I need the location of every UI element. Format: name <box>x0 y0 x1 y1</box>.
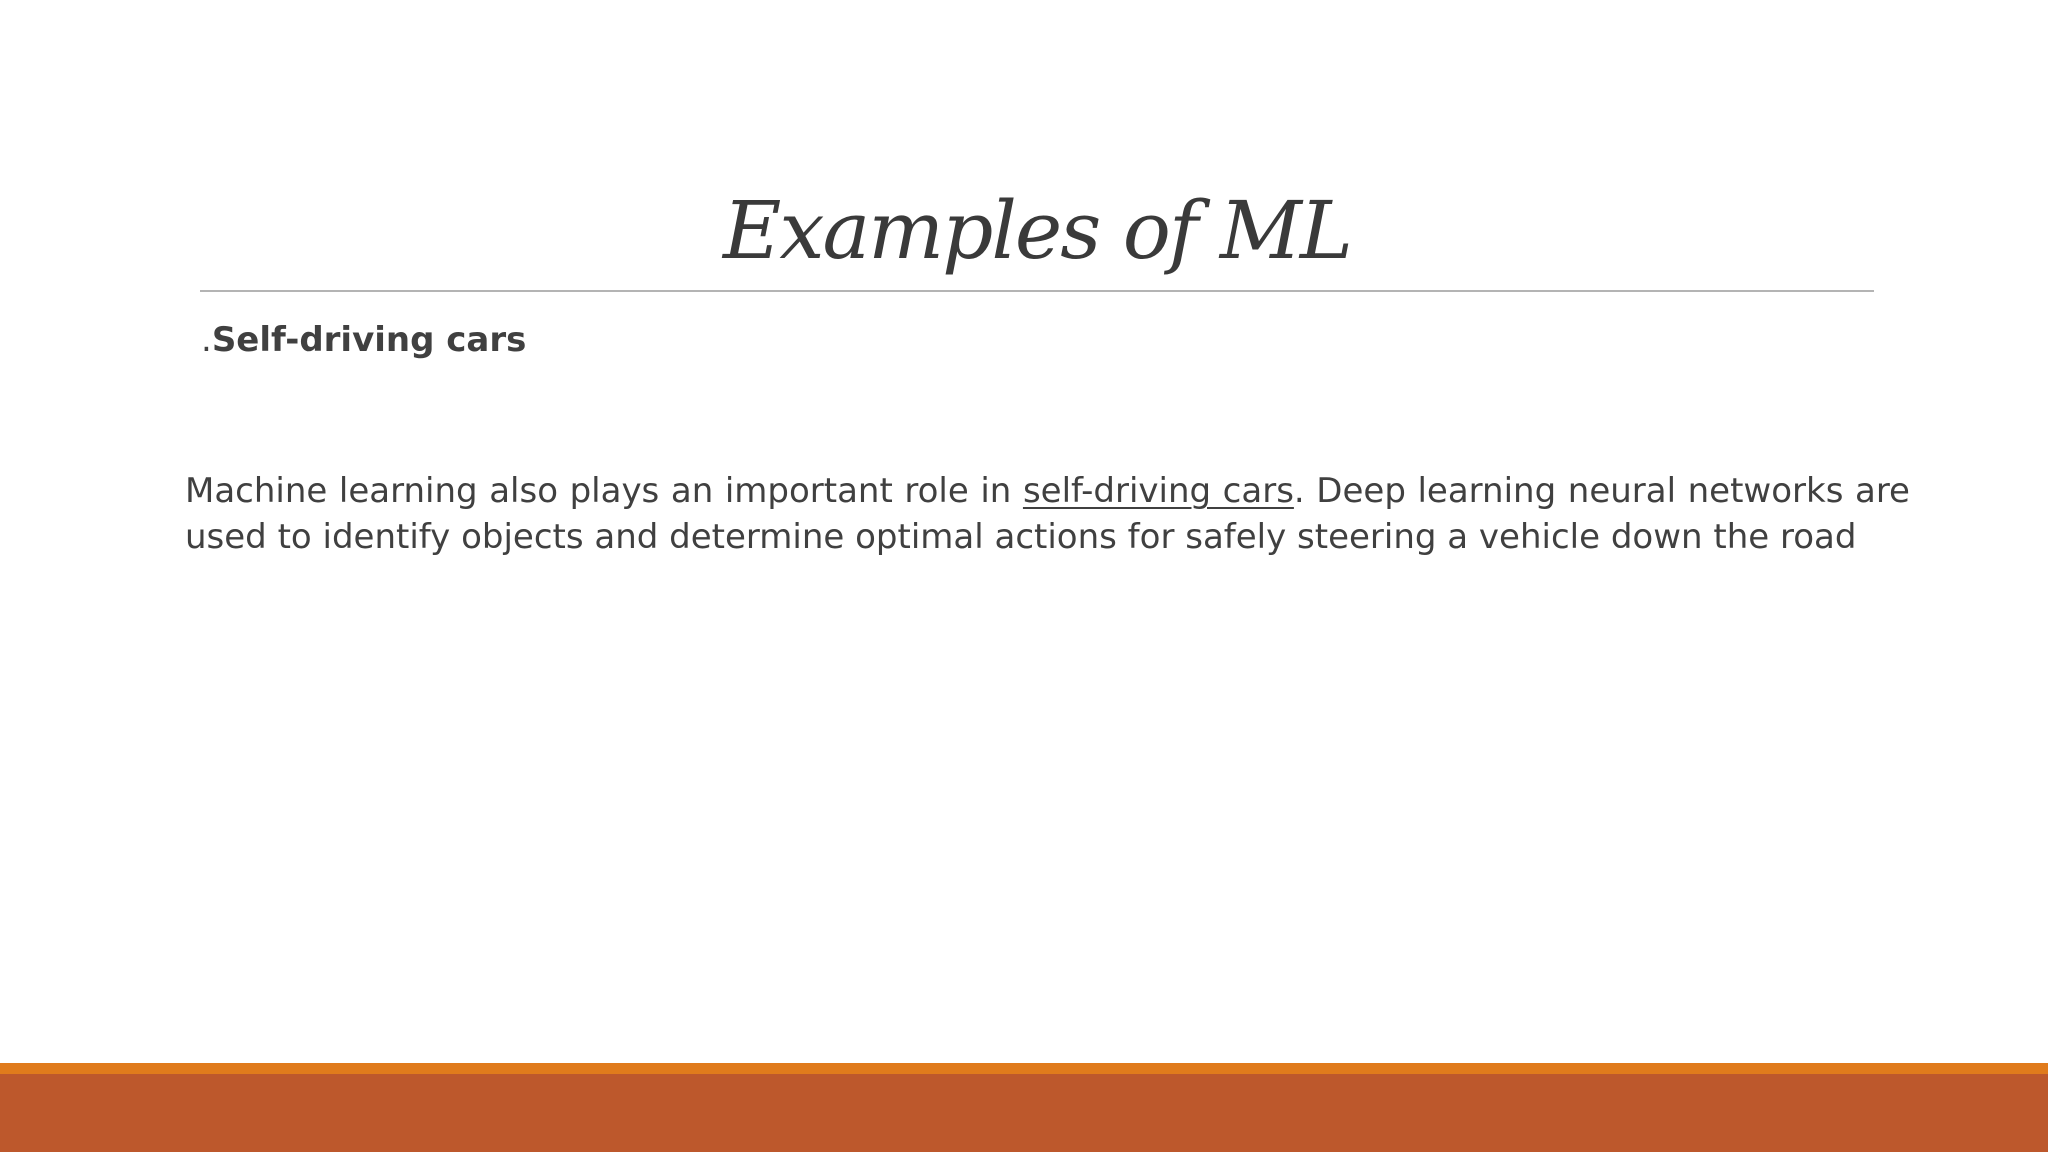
self-driving-cars-link[interactable]: self-driving cars <box>1022 471 1294 511</box>
subheading-bullet: . <box>201 320 212 360</box>
body-paragraph <box>185 468 1910 560</box>
footer-band <box>0 1074 2048 1152</box>
body-text-end: . Deep learning neural networks are used to identify objects and determine optimal actions for safely steering a vehicle down the road <box>185 471 1910 557</box>
slide-title: Examples of ML <box>723 184 1351 277</box>
footer-accent-stripe <box>0 1063 2048 1074</box>
body-text-start: Machine learning also plays an important role in <box>185 471 1023 511</box>
slide-subheading <box>201 316 526 364</box>
subheading-text: Self-driving cars <box>211 320 527 360</box>
title-divider <box>200 290 1874 292</box>
